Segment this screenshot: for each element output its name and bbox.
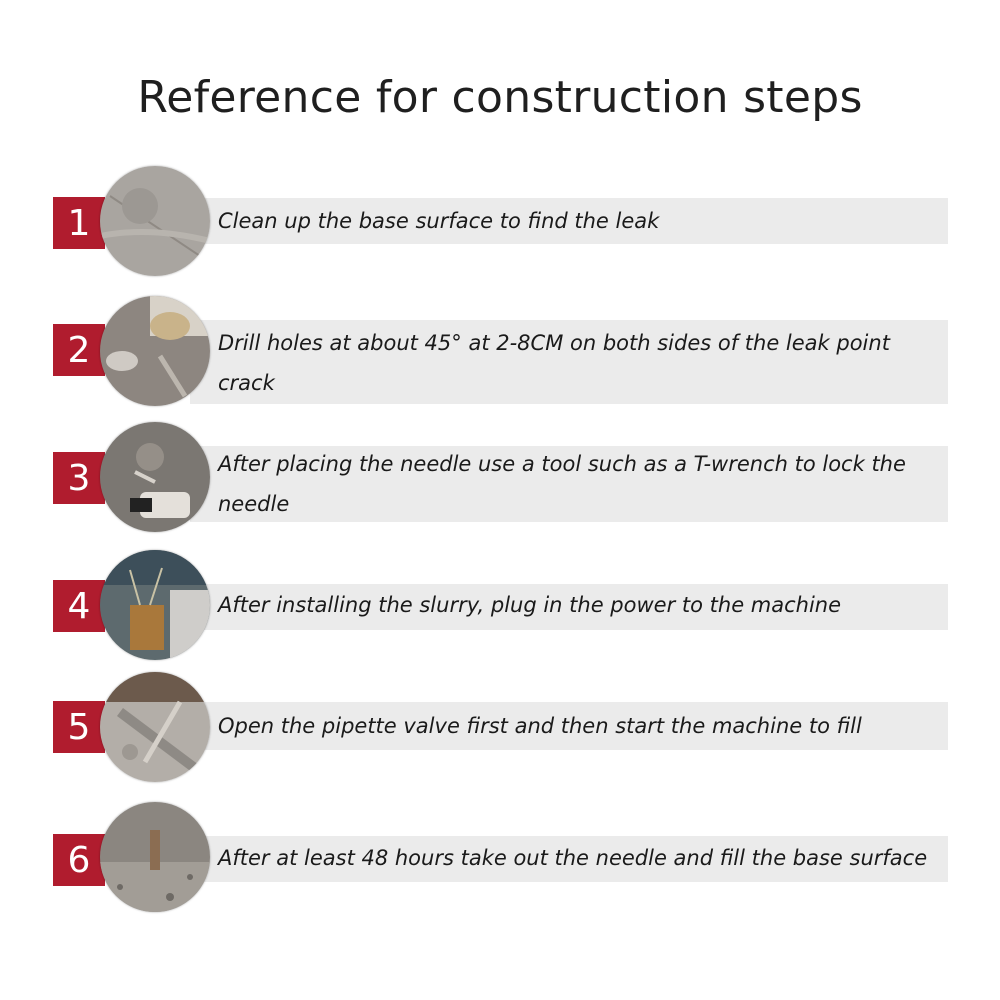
step-number-badge: 5 (53, 701, 105, 753)
step-text: Drill holes at about 45° at 2-8CM on both sides of the leak point crack (218, 331, 890, 395)
step-number-badge: 6 (53, 834, 105, 886)
step-3-photo (100, 422, 210, 532)
step-5-photo (100, 672, 210, 782)
step-number-badge: 4 (53, 580, 105, 632)
step-text: After at least 48 hours take out the needle and fill the base surface (218, 846, 928, 870)
step-number-badge: 3 (53, 452, 105, 504)
step-text: Clean up the base surface to find the leak (218, 209, 660, 233)
step-2-photo (100, 296, 210, 406)
step-1-photo (100, 166, 210, 276)
step-text: After installing the slurry, plug in the power to the machine (218, 593, 842, 617)
step-6-photo (100, 802, 210, 912)
step-text: Open the pipette valve first and then start the machine to fill (218, 714, 862, 738)
step-text: After placing the needle use a tool such as a T-wrench to lock the needle (218, 452, 906, 516)
page-title: Reference for construction steps (137, 72, 863, 123)
step-number-badge: 1 (53, 197, 105, 249)
step-number-badge: 2 (53, 324, 105, 376)
step-4-photo (100, 550, 210, 660)
